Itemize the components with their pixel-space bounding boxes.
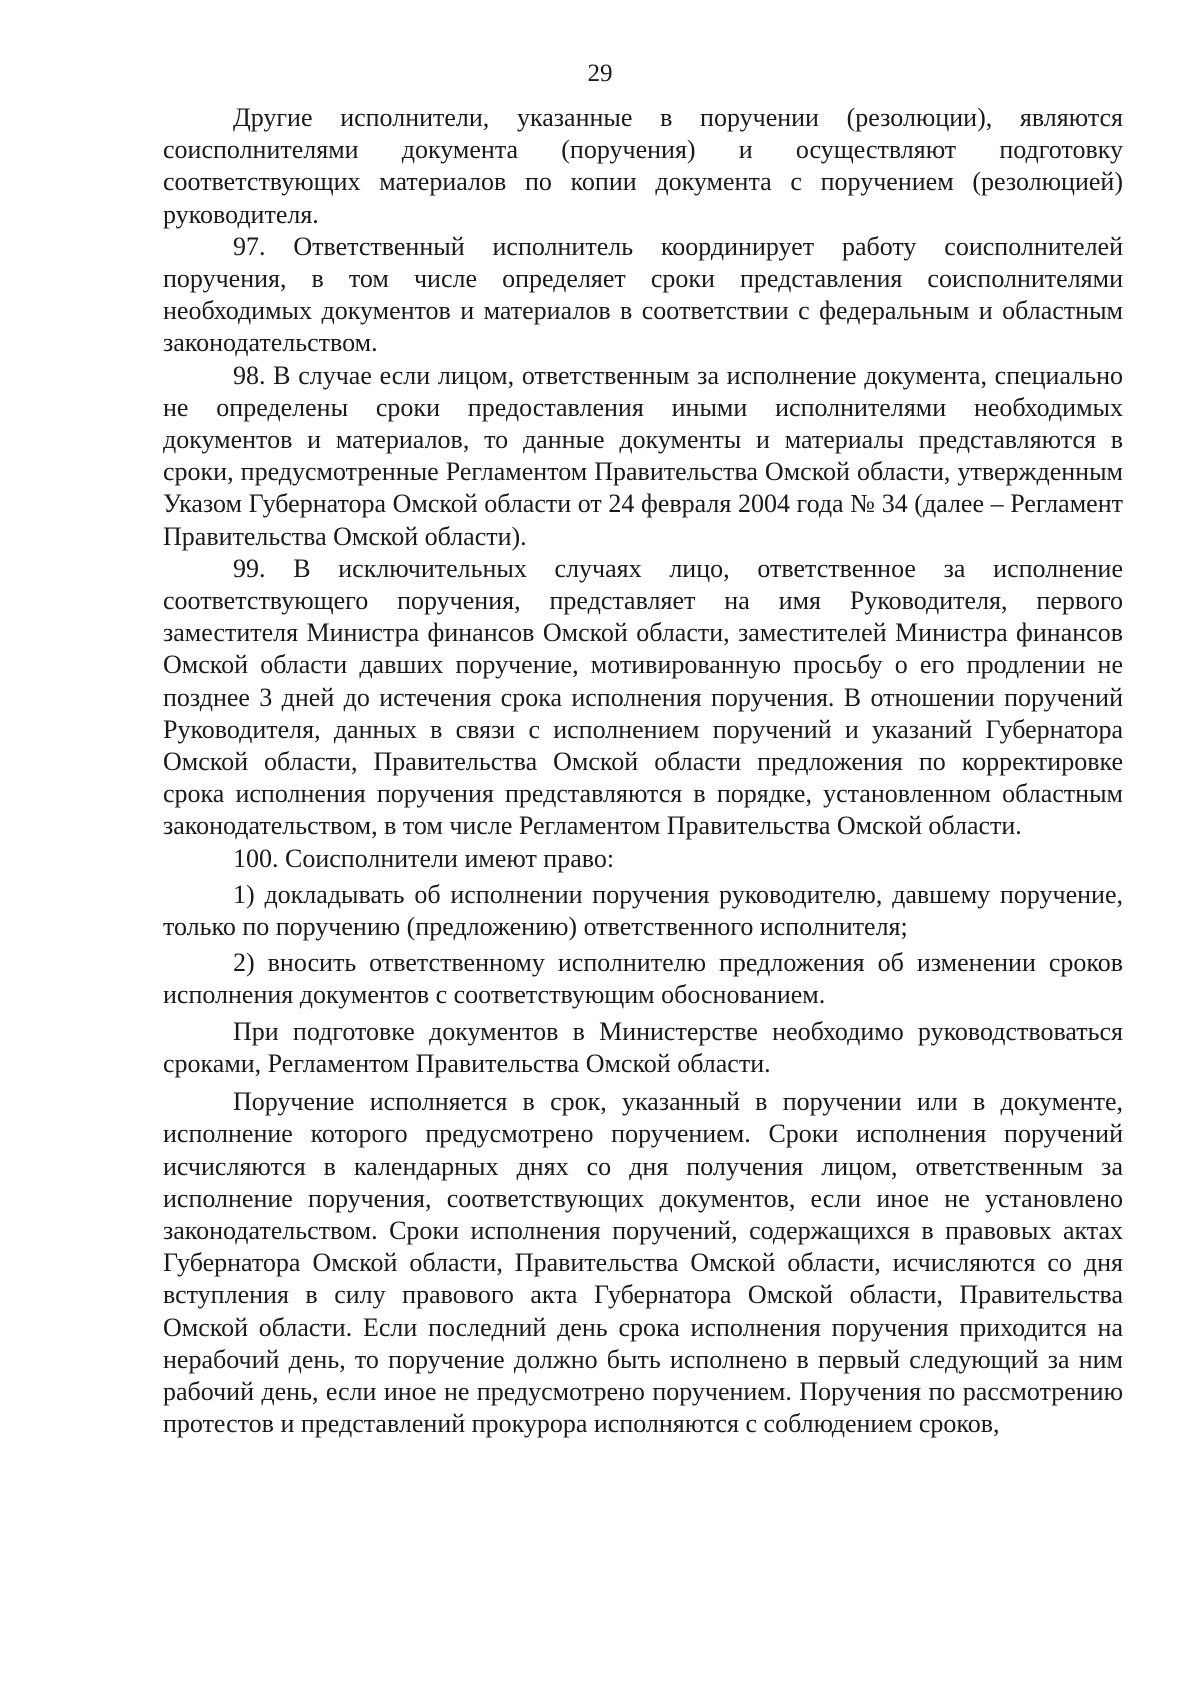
document-body (163, 102, 1123, 1440)
paragraph-98: 98. В случае если лицом, ответственным за исполнение документа, специально не определены сроки предоставления иными исполнителями необходимых документов и материалов, то данные документы и материалы представляются в сроки, предусмотренные Регламентом Правительства Омской области, утвержденным Указом Губернатора Омской области от 24 февраля 2004 года № 34 (далее – Регламент Правительства Омской области). (163, 360, 1123, 551)
paragraph-97: 97. Ответственный исполнитель координирует работу соисполнителей поручения, в том числе определяет сроки представления соисполнителями необходимых документов и материалов в соответствии с федеральным и областным законодательством. (163, 231, 1123, 358)
page-number: 29 (587, 60, 613, 87)
paragraph-ministry-deadlines: При подготовке документов в Министерстве необходимо руководствоваться сроками, Регламентом Правительства Омской области. (163, 1016, 1123, 1078)
paragraph-100-item-2: 2) вносить ответственному исполнителю предложения об изменении сроков исполнения документов с соответствующим обоснованием. (163, 948, 1123, 1010)
paragraph-coexecutors: Другие исполнители, указанные в поручении (резолюции), являются соисполнителями документа (поручения) и осуществляют подготовку соответствующих материалов по копии документа с поручением (резолюцией) руководителя. (163, 103, 1123, 229)
paragraph-execution-terms: Поручение исполняется в срок, указанный в поручении или в документе, исполнение которого предусмотрено поручением. Сроки исполнения поручений исчисляются в календарных днях со дня получения лицом, ответственным за исполнение поручения, соответствующих документов, если иное не установлено законодательством. Сроки исполнения поручений, содержащихся в правовых актах Губернатора Омской области, Правительства Омской области, исчисляются со дня вступления в силу правового акта Губернатора Омской области, Правительства Омской области. Если последний день срока исполнения поручения приходится на нерабочий день, то поручение должно быть исполнено в первый следующий за ним рабочий день, если иное не предусмотрено поручением. Поручения по рассмотрению протестов и представлений прокурора исполняются с соблюдением сроков, (163, 1087, 1123, 1439)
paragraph-100: 100. Соисполнители имеют право: (233, 843, 615, 873)
paragraph-100-item-1: 1) докладывать об исполнении поручения руководителю, давшему поручение, только по поручению (предложению) ответственного исполнителя; (163, 879, 1123, 942)
paragraph-99: 99. В исключительных случаях лицо, ответственное за исполнение соответствующего поручения, представляет на имя Руководителя, первого заместителя Министра финансов Омской области, заместителей Министра финансов Омской области давших поручение, мотивированную просьбу о его продлении не позднее 3 дней до истечения срока исполнения поручения. В отношении поручений Руководителя, данных в связи с исполнением поручений и указаний Губернатора Омской области, Правительства Омской области предложения по корректировке срока исполнения поручения представляются в порядке, установленном областным законодательством, в том числе Регламентом Правительства Омской области. (163, 553, 1123, 841)
